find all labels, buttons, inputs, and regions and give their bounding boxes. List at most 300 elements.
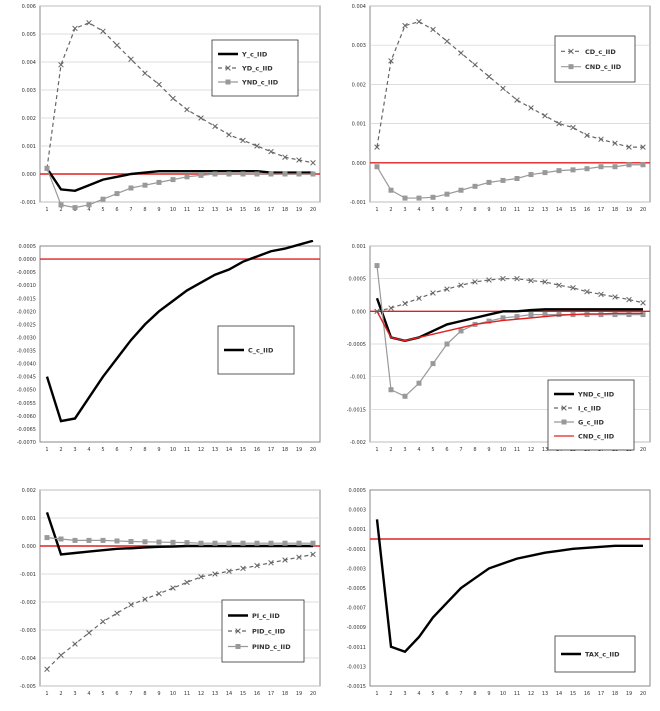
x-tick-label: 10: [169, 207, 177, 213]
x-tick-label: 18: [611, 207, 619, 213]
data-point-pid-c-iid: [59, 653, 64, 658]
chart-y-yd-ynd: [0, 0, 330, 218]
plot-area: [370, 6, 650, 202]
x-tick-label: 12: [527, 207, 535, 213]
data-point-pid-c-iid: [157, 591, 162, 596]
x-tick-label: 16: [583, 691, 591, 697]
data-point-cd-c-iid: [445, 39, 450, 44]
y-tick-label: -0.0060: [16, 413, 36, 420]
data-point-yd-c-iid: [59, 62, 64, 67]
y-tick-label: -0.0009: [346, 625, 366, 632]
x-tick-label: 13: [541, 691, 549, 697]
data-point-pind-c-iid: [213, 541, 218, 546]
x-tick-label: 4: [417, 207, 421, 213]
data-point-yd-c-iid: [87, 20, 92, 25]
x-tick-label: 8: [143, 447, 147, 453]
data-point-pid-c-iid: [87, 630, 92, 635]
y-tick-label: 0.001: [351, 244, 366, 250]
x-tick-label: 17: [597, 691, 605, 697]
data-point-pid-c-iid: [129, 602, 134, 607]
x-tick-label: 2: [389, 447, 393, 453]
data-point-cnd-c-iid: [599, 164, 604, 169]
x-tick-label: 18: [281, 447, 289, 453]
y-tick-label: -0.002: [19, 600, 36, 606]
y-tick-label: -0.0030: [16, 335, 36, 342]
y-tick-label: -0.0015: [346, 684, 366, 690]
data-point-yd-c-iid: [157, 82, 162, 87]
x-tick-label: 15: [239, 207, 247, 213]
data-point-cd-c-iid: [529, 106, 534, 111]
data-point-cd-c-iid: [459, 51, 464, 56]
data-point-yd-c-iid: [115, 43, 120, 48]
legend-marker-g-c-iid: [562, 420, 567, 425]
x-tick-label: 17: [267, 691, 275, 697]
data-point-pind-c-iid: [297, 541, 302, 546]
legend-label-ynd-c-iid: YND_c_IID: [242, 78, 279, 87]
y-tick-label: -0.0055: [16, 400, 36, 407]
data-point-cd-c-iid: [501, 86, 506, 91]
series-line-cnd-c-iid: [377, 165, 643, 198]
y-tick-label: 0.003: [351, 43, 366, 50]
data-point-cnd-c-iid: [571, 167, 576, 172]
data-point-ynd-c-iid: [157, 180, 162, 185]
data-point-ynd-c-iid: [101, 197, 106, 202]
data-point-cnd-c-iid: [557, 168, 562, 173]
x-tick-label: 20: [639, 207, 647, 213]
x-tick-label: 20: [639, 447, 647, 453]
data-point-pind-c-iid: [199, 541, 204, 546]
y-tick-label: 0.0003: [348, 507, 366, 514]
x-tick-label: 1: [45, 691, 49, 697]
y-tick-label: -0.0005: [346, 586, 366, 592]
data-point-ynd-c-iid: [227, 172, 232, 177]
data-point-ynd-c-iid: [283, 172, 288, 177]
x-tick-label: 3: [73, 447, 77, 453]
x-tick-label: 7: [459, 691, 463, 697]
x-tick-label: 5: [101, 447, 105, 453]
data-point-pid-c-iid: [101, 619, 106, 624]
x-tick-label: 1: [375, 207, 379, 213]
y-tick-label: -0.001: [19, 572, 36, 578]
data-point-ynd-c-iid: [59, 202, 64, 207]
x-tick-label: 2: [59, 691, 63, 697]
x-tick-label: 20: [639, 691, 647, 697]
series-line-i-c-iid: [377, 279, 643, 312]
data-point-pid-c-iid: [171, 586, 176, 591]
y-tick-label: -0.0045: [16, 374, 36, 381]
y-tick-label: -0.0020: [16, 309, 36, 316]
x-tick-label: 15: [239, 691, 247, 697]
x-tick-label: 8: [473, 691, 477, 697]
data-point-g-c-iid: [459, 328, 464, 333]
x-tick-label: 6: [115, 691, 119, 697]
x-tick-label: 13: [211, 447, 219, 453]
x-tick-label: 20: [309, 447, 317, 453]
data-point-ynd-c-iid: [129, 186, 134, 191]
x-tick-label: 9: [157, 691, 161, 697]
data-point-cd-c-iid: [543, 113, 548, 118]
legend-label-g-c-iid: G_c_IID: [578, 418, 604, 427]
x-tick-label: 13: [211, 207, 219, 213]
x-tick-label: 16: [253, 447, 261, 453]
x-tick-label: 8: [143, 691, 147, 697]
x-tick-label: 19: [295, 447, 303, 453]
x-tick-label: 11: [183, 207, 191, 213]
y-tick-label: -0.001: [19, 200, 36, 206]
x-tick-label: 19: [625, 207, 633, 213]
data-point-pid-c-iid: [185, 580, 190, 585]
x-tick-label: 14: [555, 691, 563, 697]
data-point-pind-c-iid: [45, 535, 50, 540]
x-tick-label: 5: [431, 207, 435, 213]
chart-cd-cnd: [330, 0, 660, 218]
data-point-g-c-iid: [389, 387, 394, 392]
data-point-pind-c-iid: [73, 538, 78, 543]
y-tick-label: 0.0000: [18, 257, 36, 264]
chart-svg: [0, 0, 330, 218]
x-tick-label: 10: [499, 691, 507, 697]
x-tick-label: 15: [239, 447, 247, 453]
data-point-yd-c-iid: [213, 124, 218, 129]
x-tick-label: 10: [499, 207, 507, 213]
x-tick-label: 17: [597, 207, 605, 213]
x-tick-label: 6: [445, 691, 449, 697]
x-tick-label: 15: [569, 207, 577, 213]
y-tick-label: -0.0070: [16, 440, 36, 446]
x-tick-label: 10: [499, 447, 507, 453]
data-point-cd-c-iid: [515, 98, 520, 103]
chart-ynd-i-g-cnd: [330, 240, 660, 458]
x-tick-label: 8: [473, 207, 477, 213]
y-tick-label: -0.001: [349, 200, 366, 206]
y-tick-label: -0.005: [19, 684, 36, 690]
data-point-pind-c-iid: [143, 539, 148, 544]
legend-label-tax-c-iid: TAX_c_IID: [585, 650, 620, 659]
x-tick-label: 12: [197, 691, 205, 697]
y-tick-label: 0.0001: [348, 527, 366, 534]
x-tick-label: 1: [375, 691, 379, 697]
y-tick-label: -0.0065: [16, 426, 36, 433]
x-tick-label: 15: [569, 691, 577, 697]
data-point-pid-c-iid: [73, 642, 78, 647]
x-tick-label: 11: [513, 691, 521, 697]
data-point-g-c-iid: [431, 361, 436, 366]
y-tick-label: 0.0005: [18, 244, 36, 250]
data-point-pind-c-iid: [269, 541, 274, 546]
x-tick-label: 18: [611, 691, 619, 697]
data-point-yd-c-iid: [101, 29, 106, 34]
legend-label-cnd-c-iid: CND_c_IID: [585, 63, 622, 72]
x-tick-label: 12: [197, 207, 205, 213]
data-point-ynd-c-iid: [297, 172, 302, 177]
y-tick-label: 0.005: [21, 32, 36, 38]
x-tick-label: 8: [473, 447, 477, 453]
x-tick-label: 4: [87, 691, 91, 697]
x-tick-label: 2: [59, 447, 63, 453]
y-tick-label: -0.0015: [16, 296, 36, 303]
data-point-yd-c-iid: [241, 138, 246, 143]
x-tick-label: 9: [157, 207, 161, 213]
legend-marker-pind-c-iid: [236, 644, 241, 649]
chart-c: [0, 240, 330, 458]
legend-label-pid-c-iid: PID_c_IID: [252, 627, 286, 636]
data-point-yd-c-iid: [311, 160, 316, 165]
data-point-pind-c-iid: [311, 541, 316, 546]
data-point-ynd-c-iid: [213, 172, 218, 177]
x-tick-label: 7: [459, 207, 463, 213]
chart-svg: [330, 484, 660, 702]
y-tick-label: 0.004: [21, 60, 36, 66]
data-point-yd-c-iid: [185, 107, 190, 112]
x-tick-label: 4: [417, 691, 421, 697]
data-point-ynd-c-iid: [171, 177, 176, 182]
x-tick-label: 19: [295, 691, 303, 697]
data-point-ynd-c-iid: [115, 191, 120, 196]
x-tick-label: 2: [389, 207, 393, 213]
legend-label-ynd-c-iid: YND_c_IID: [578, 390, 615, 399]
x-tick-label: 14: [225, 207, 233, 213]
x-tick-label: 12: [527, 447, 535, 453]
data-point-cnd-c-iid: [445, 192, 450, 197]
y-tick-label: -0.0005: [346, 342, 366, 348]
x-tick-label: 1: [45, 447, 49, 453]
legend-label-pind-c-iid: PIND_c_IID: [252, 643, 291, 651]
x-tick-label: 5: [431, 691, 435, 697]
x-tick-label: 14: [225, 447, 233, 453]
y-tick-label: 0.003: [21, 88, 36, 94]
legend-label-yd-c-iid: YD_c_IID: [242, 64, 273, 73]
y-tick-label: -0.001: [349, 374, 366, 381]
data-point-yd-c-iid: [171, 96, 176, 101]
x-tick-label: 18: [281, 691, 289, 697]
chart-svg: [0, 240, 330, 458]
data-point-ynd-c-iid: [255, 172, 260, 177]
data-point-cd-c-iid: [431, 27, 436, 32]
y-tick-label: 0.0005: [348, 276, 366, 283]
x-tick-label: 3: [403, 447, 407, 453]
x-tick-label: 17: [267, 447, 275, 453]
y-tick-label: 0.002: [351, 82, 366, 89]
x-tick-label: 4: [417, 447, 421, 453]
x-tick-label: 1: [45, 207, 49, 213]
data-point-cd-c-iid: [571, 125, 576, 130]
x-tick-label: 8: [143, 207, 147, 213]
legend-label-cd-c-iid: CD_c_IID: [585, 47, 616, 56]
y-tick-label: -0.004: [19, 656, 36, 662]
data-point-ynd-c-iid: [45, 166, 50, 171]
data-point-cnd-c-iid: [627, 162, 632, 167]
data-point-pind-c-iid: [59, 537, 64, 542]
data-point-cnd-c-iid: [613, 164, 618, 169]
x-tick-label: 7: [459, 447, 463, 453]
x-tick-label: 13: [541, 207, 549, 213]
data-point-cnd-c-iid: [641, 162, 646, 167]
y-tick-label: -0.002: [349, 440, 366, 446]
data-point-cnd-c-iid: [515, 176, 520, 181]
data-point-g-c-iid: [403, 394, 408, 399]
x-tick-label: 16: [253, 691, 261, 697]
x-tick-label: 14: [555, 207, 563, 213]
data-point-ynd-c-iid: [241, 172, 246, 177]
x-tick-label: 1: [375, 447, 379, 453]
data-point-pid-c-iid: [115, 611, 120, 616]
y-tick-label: 0.001: [351, 121, 366, 128]
data-point-cnd-c-iid: [529, 172, 534, 177]
y-tick-label: -0.0010: [16, 283, 36, 290]
chart-svg: [330, 240, 660, 458]
chart-pi-pid-pind: [0, 484, 330, 702]
x-tick-label: 5: [101, 207, 105, 213]
x-tick-label: 11: [513, 447, 521, 453]
y-tick-label: -0.0003: [346, 566, 366, 573]
y-tick-label: 0.000: [351, 160, 366, 167]
data-point-pind-c-iid: [115, 538, 120, 543]
x-tick-label: 11: [183, 447, 191, 453]
data-point-cnd-c-iid: [403, 196, 408, 201]
data-point-cnd-c-iid: [585, 166, 590, 171]
x-tick-label: 3: [403, 207, 407, 213]
data-point-ynd-c-iid: [199, 173, 204, 178]
x-tick-label: 17: [267, 207, 275, 213]
x-tick-label: 6: [115, 447, 119, 453]
data-point-g-c-iid: [445, 342, 450, 347]
x-tick-label: 9: [487, 447, 491, 453]
data-point-pind-c-iid: [129, 539, 134, 544]
data-point-pind-c-iid: [255, 541, 260, 546]
y-tick-label: 0.000: [351, 309, 366, 316]
chart-tax: [330, 484, 660, 702]
data-point-g-c-iid: [375, 263, 380, 268]
data-point-cnd-c-iid: [389, 188, 394, 193]
data-point-yd-c-iid: [227, 132, 232, 137]
data-point-cd-c-iid: [417, 19, 422, 24]
data-point-pind-c-iid: [185, 540, 190, 545]
data-point-cnd-c-iid: [431, 195, 436, 200]
y-tick-label: -0.0011: [346, 644, 366, 651]
x-tick-label: 9: [157, 447, 161, 453]
y-tick-label: -0.0025: [16, 322, 36, 329]
data-point-i-c-iid: [641, 300, 646, 305]
y-tick-label: 0.002: [21, 116, 36, 122]
x-tick-label: 16: [253, 207, 261, 213]
x-tick-label: 14: [225, 691, 233, 697]
data-point-yd-c-iid: [129, 57, 134, 62]
x-tick-label: 10: [169, 447, 177, 453]
data-point-yd-c-iid: [73, 26, 78, 31]
x-tick-label: 6: [115, 207, 119, 213]
y-tick-label: 0.000: [21, 172, 36, 178]
y-tick-label: -0.003: [19, 628, 36, 634]
y-tick-label: -0.0001: [346, 546, 366, 553]
data-point-cnd-c-iid: [417, 196, 422, 201]
legend-label-i-c-iid: I_c_IID: [578, 404, 602, 413]
data-point-cd-c-iid: [487, 74, 492, 79]
x-tick-label: 9: [487, 691, 491, 697]
data-point-ynd-c-iid: [73, 205, 78, 210]
x-tick-label: 12: [197, 447, 205, 453]
y-tick-label: 0.0005: [348, 488, 366, 494]
x-tick-label: 7: [129, 207, 133, 213]
data-point-cd-c-iid: [473, 62, 478, 67]
data-point-g-c-iid: [417, 381, 422, 386]
x-tick-label: 18: [281, 207, 289, 213]
legend-marker-cnd-c-iid: [569, 64, 574, 69]
x-tick-label: 7: [129, 691, 133, 697]
chart-svg: [330, 0, 660, 218]
data-point-pind-c-iid: [87, 538, 92, 543]
x-tick-label: 5: [101, 691, 105, 697]
x-tick-label: 4: [87, 447, 91, 453]
y-tick-label: -0.0050: [16, 387, 36, 394]
x-tick-label: 20: [309, 691, 317, 697]
legend-label-cnd-c-iid: CND_c_IID: [578, 432, 615, 441]
x-tick-label: 3: [73, 691, 77, 697]
y-tick-label: 0.002: [21, 488, 36, 494]
x-tick-label: 2: [389, 691, 393, 697]
x-tick-label: 10: [169, 691, 177, 697]
chart-svg: [0, 484, 330, 702]
x-tick-label: 2: [59, 207, 63, 213]
data-point-ynd-c-iid: [269, 172, 274, 177]
data-point-pind-c-iid: [157, 540, 162, 545]
y-tick-label: 0.001: [21, 516, 36, 522]
x-tick-label: 6: [445, 207, 449, 213]
x-tick-label: 16: [583, 207, 591, 213]
x-tick-label: 13: [211, 691, 219, 697]
data-point-pind-c-iid: [171, 540, 176, 545]
x-tick-label: 20: [309, 207, 317, 213]
data-point-pind-c-iid: [227, 541, 232, 546]
data-point-cnd-c-iid: [375, 164, 380, 169]
data-point-pind-c-iid: [101, 538, 106, 543]
data-point-cnd-c-iid: [459, 188, 464, 193]
legend-marker-ynd-c-iid: [226, 80, 231, 85]
x-tick-label: 5: [431, 447, 435, 453]
data-point-ynd-c-iid: [87, 202, 92, 207]
x-tick-label: 7: [129, 447, 133, 453]
x-tick-label: 9: [487, 207, 491, 213]
y-tick-label: -0.0015: [346, 407, 366, 414]
y-tick-label: -0.0007: [346, 605, 366, 612]
series-line-pi-c-iid: [47, 512, 313, 554]
data-point-yd-c-iid: [143, 71, 148, 76]
y-tick-label: -0.0005: [16, 270, 36, 277]
data-point-pid-c-iid: [45, 667, 50, 672]
data-point-cnd-c-iid: [501, 178, 506, 183]
x-tick-label: 13: [541, 447, 549, 453]
legend-label-pi-c-iid: PI_c_IID: [252, 612, 280, 620]
x-tick-label: 19: [625, 691, 633, 697]
data-point-ynd-c-iid: [311, 172, 316, 177]
x-tick-label: 19: [295, 207, 303, 213]
x-tick-label: 11: [183, 691, 191, 697]
data-point-pind-c-iid: [241, 541, 246, 546]
x-tick-label: 6: [445, 447, 449, 453]
y-tick-label: -0.0040: [16, 361, 36, 368]
x-tick-label: 11: [513, 207, 521, 213]
data-point-pid-c-iid: [143, 597, 148, 602]
data-point-cnd-c-iid: [543, 170, 548, 175]
y-tick-label: 0.001: [21, 144, 36, 150]
data-point-cnd-c-iid: [473, 184, 478, 189]
x-tick-label: 12: [527, 691, 535, 697]
y-tick-label: 0.006: [21, 4, 36, 10]
legend-box: [555, 36, 635, 82]
data-point-cnd-c-iid: [487, 180, 492, 185]
data-point-pind-c-iid: [283, 541, 288, 546]
data-point-yd-c-iid: [269, 149, 274, 154]
y-tick-label: 0.000: [21, 544, 36, 550]
